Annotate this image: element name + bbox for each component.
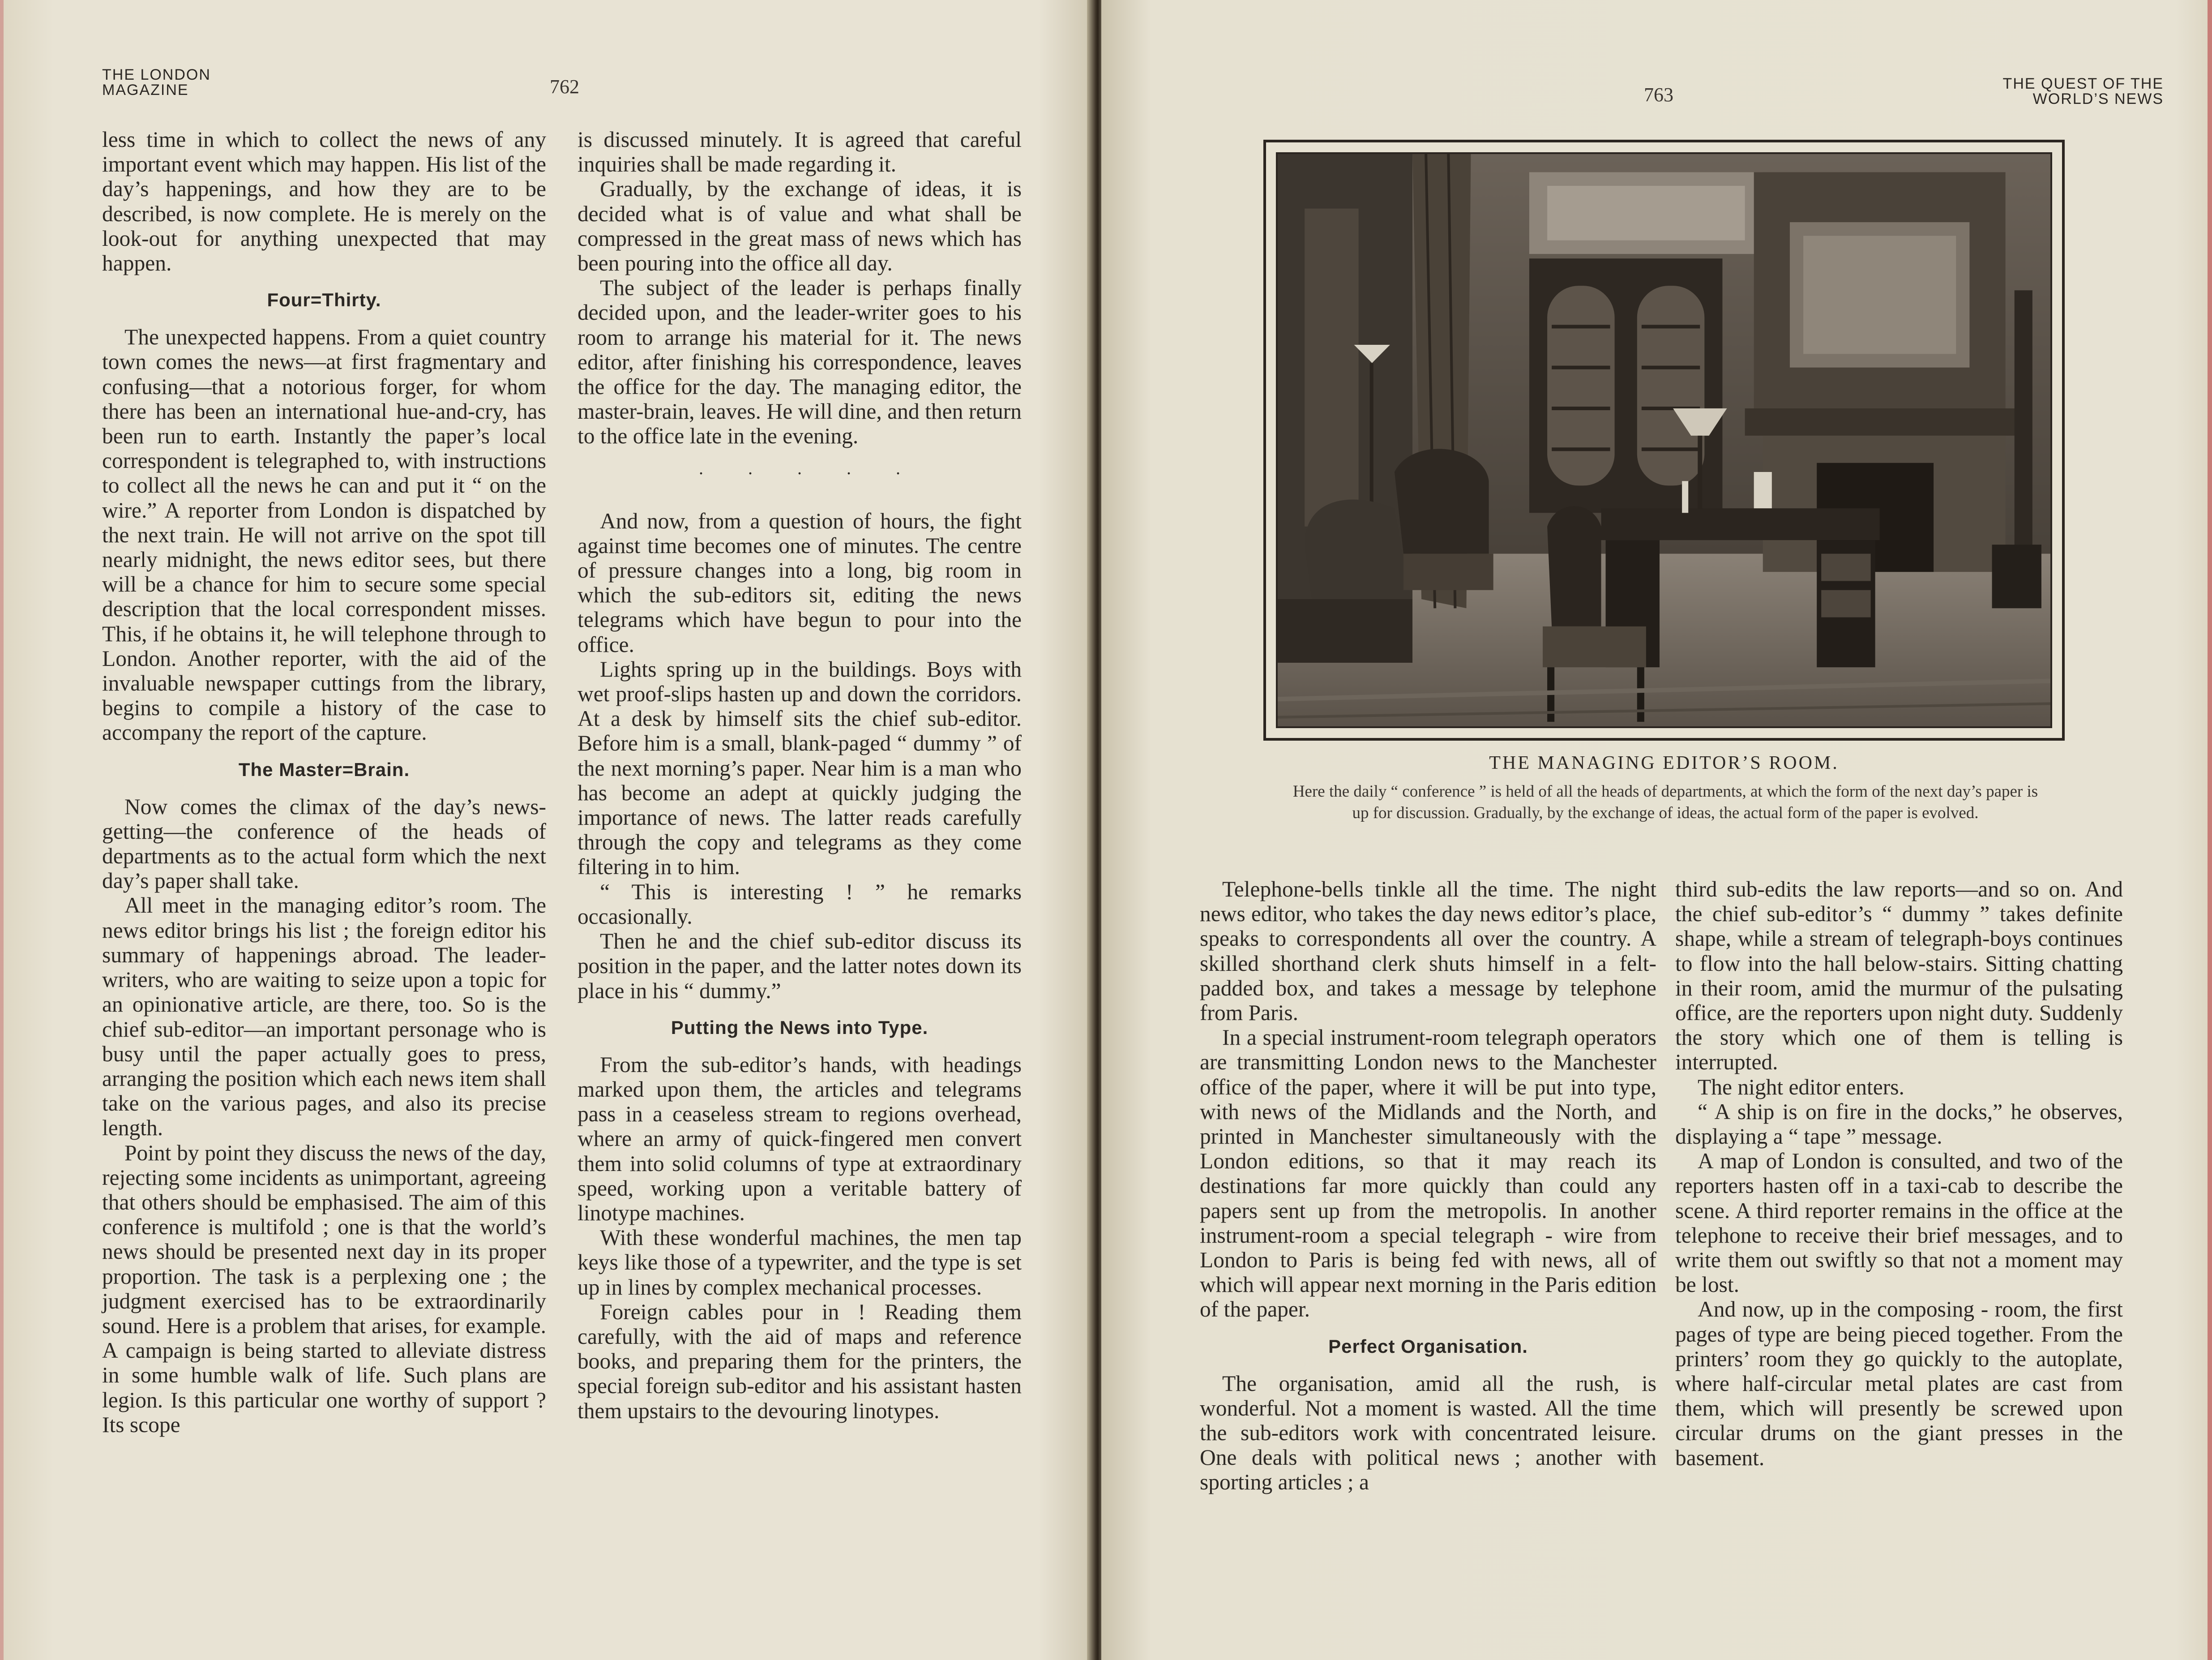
paragraph: is discussed minutely. It is agreed that careful inquiries shall be made regarding it. [578,127,1022,177]
page-edge-right [2208,0,2212,1660]
paragraph: Telephone-bells tinkle all the time. The night news editor, who takes the day news editor’s place, speaks to correspondents all over the country. A skilled shorthand clerk shuts himself in a felt-padded box, and takes a message by telephone from Paris. [1200,877,1656,1025]
paragraph: Point by point they discuss the news of the day, rejecting some incidents as unimportant, agreeing that others should be emphasised. The aim of this conference is multifold ; one is that the world’s news should be presented next day in its proper proportion. The task is a perplexing one ; the judgment exercised has to be extraordinarily sound. Here is a problem that arises, for example. A campaign is being started to alleviate distress in some humble walk of life. Such plans are legion. Is this particular one worthy of support ? Its scope [102,1140,546,1437]
paragraph: “ This is interesting ! ” he remarks occasionally. [578,879,1022,929]
section-heading: The Master=Brain. [238,759,410,780]
paragraph: A map of London is consulted, and two of the reporters hasten off in a taxi-cab to describe the scene. A third reporter remains in the office at the telephone to receive their brief messages, and to write them out swiftly so that not a moment may be lost. [1675,1149,2123,1297]
paragraph: Lights spring up in the buildings. Boys with wet proof-slips hasten up and down the corridors. At a desk by himself sits the chief sub-editor. Before him is a small, blank-paged “ dummy ” of the next morning’s paper. Near him is a man who has become an adept at quickly judging the importance of news. The latter reads carefully through the copy and telegrams as they come filtering in to him. [578,656,1022,879]
section-heading: Putting the News into Type. [671,1017,928,1038]
paragraph: From the sub-editor’s hands, with headings marked upon them, the articles and telegrams pass in a ceaseless stream to regions overhead, where an army of quick-fingered men convert them into solid columns of type at extraordinary speed, working upon a veritable battery of linotype machines. [578,1052,1022,1225]
paragraph: The unexpected happens. From a quiet country town comes the news—at first fragmentary and confusing—that a notorious forger, for whom there has been an international hue-and-cry, has been run to earth. Instantly the paper’s local correspondent is telegraphed to, with instructions to collect all the news he can and put it “ on the wire.” A reporter from London is dispatched by the next train. He will not arrive on the spot till nearly midnight, the news editor sees, but there will be a chance for him to secure some special description that the local correspondent misses. This, if he obtains it, he will telephone through to London. Another reporter, with the aid of the invaluable newspaper cuttings from the library, begins to compile a history of the case to accompany the report of the capture. [102,325,546,745]
page-number-left: 762 [550,76,579,98]
paragraph: Now comes the climax of the day’s news-getting—the conference of the heads of departments as to the actual form which the next day’s paper shall take. [102,794,546,893]
left-page [0,0,1092,1660]
running-head-left: THE LONDON MAGAZINE [102,66,211,99]
paragraph: And now, up in the composing - room, the first pages of type are being pieced together. From the printers’ room they go quickly to the autoplate, where half-circular metal plates are cast from them, which will presently be screwed upon circular drums on the giant presses in the basement. [1675,1297,2123,1470]
photo-frame [1263,140,2065,741]
room-photo-illustration [1278,154,2050,726]
left-column-2 [578,127,1022,1423]
paragraph: With these wonderful machines, the men tap keys like those of a typewriter, and the type is set up in lines by complex mechanical processes. [578,1225,1022,1300]
section-heading: Four=Thirty. [267,289,381,311]
section-break-dots: ..... [699,458,945,478]
right-column-2 [1675,877,2123,1470]
paragraph: third sub-edits the law reports—and so on. And the chief sub-editor’s “ dummy ” takes definite shape, while a stream of telegraph-boys continues to flow into the hall below-stairs. Sitting chatting in their room, amid the murmur of the pulsating office, are the reporters upon night duty. Suddenly the story which one of them is telling is interrupted. [1675,877,2123,1075]
left-column-1 [102,127,546,1437]
paragraph: All meet in the managing editor’s room. The news editor brings his list ; the foreign editor his summary of happenings abroad. The leader-writers, who are waiting to seize upon a topic for an opinionative article, are there, too. So is the chief sub-editor—an important personage who is busy until the paper actually goes to press, arranging the position which each news item shall take on the various pages, and also its precise length. [102,893,546,1141]
paragraph: “ A ship is on fire in the docks,” he observes, displaying a “ tape ” message. [1675,1099,2123,1149]
paragraph: Gradually, by the exchange of ideas, it is decided what is of value and what shall be compressed in the great mass of news which has been pouring into the office all day. [578,176,1022,276]
managing-editor-room-photo [1276,152,2052,728]
photo-caption-title: THE MANAGING EDITOR’S ROOM. [1489,753,1839,773]
paragraph: Foreign cables pour in ! Reading them carefully, with the aid of maps and reference books, and preparing them for the printers, the special foreign sub-editor and his assistant hasten them upstairs to the devouring linotypes. [578,1299,1022,1423]
paragraph: The subject of the leader is perhaps finally decided upon, and the leader-writer goes to his room to arrange his material for it. The news editor, after finishing his correspondence, leaves the office for the day. The managing editor, the master-brain, leaves. He will dine, and then return to the office late in the evening. [578,275,1022,449]
paragraph: And now, from a question of hours, the fight against time becomes one of minutes. The centre of pressure changes into a long, big room in which the sub-editors sit, editing the news telegrams which have begun to pour into the office. [578,508,1022,657]
paragraph: less time in which to collect the news of any important event which may happen. His list of the day’s happenings, and how they are to be described, is now complete. He is merely on the look-out for anything unexpected that may happen. [102,127,546,276]
paragraph: The organisation, amid all the rush, is wonderful. Not a moment is wasted. All the time the sub-editors work with concentrated leisure. One deals with political news ; another with sporting articles ; a [1200,1371,1656,1495]
page-number-right: 763 [1644,84,1673,106]
paragraph: The night editor enters. [1698,1074,1904,1099]
page-edge-left [0,0,4,1660]
running-head-right: THE QUEST OF THE WORLD’S NEWS [2002,75,2164,107]
paragraph: Then he and the chief sub-editor discuss its position in the paper, and the latter notes down its place in his “ dummy.” [578,929,1022,1003]
right-column-1 [1200,877,1656,1495]
photo-caption-text: Here the daily “ conference ” is held of all the heads of departments, at which the form of the next day’s paper is up for discussion. Gradually, by the exchange of ideas, the actual form of the paper is evolved. [1292,782,2038,822]
paragraph: In a special instrument-room telegraph operators are transmitting London news to the Manchester office of the paper, where it will be put into type, with news of the Midlands and the North, and printed in Manchester simultaneously with the London editions, so that it may reach its destinations far more quickly than could any papers sent up from the metropolis. In another instrument-room a special telegraph - wire from London to Paris is being fed with news, all of which will appear next morning in the Paris edition of the paper. [1200,1025,1656,1322]
section-heading: Perfect Organisation. [1328,1335,1528,1357]
